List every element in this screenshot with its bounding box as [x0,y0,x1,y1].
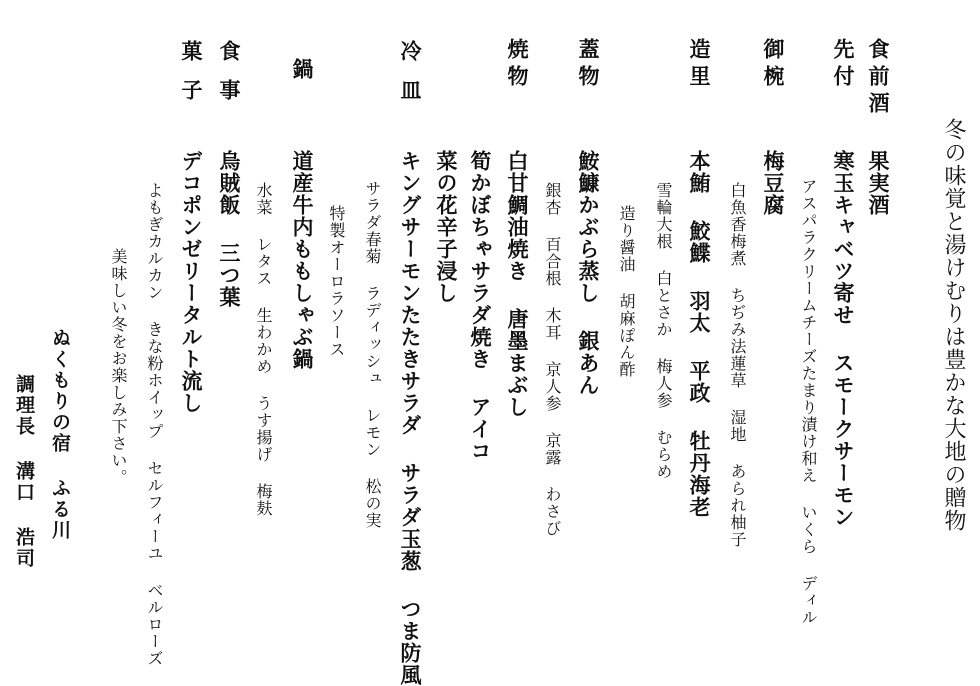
item-reizara-2: サラダ春菊 ラディッシュ レモン 松の実 [363,180,382,529]
category-nabe: 鍋 [290,58,315,79]
chef-name: 調理長 溝口 浩司 [13,374,35,569]
item-owan-1: 梅豆腐 [761,150,786,216]
item-shokuji-1: 烏賊飯 三つ葉 [217,150,242,308]
item-kashi-2: よもぎカルカン きな粉ホイップ セルフィーユ ベルローズ [145,182,164,667]
category-futamono: 蓋物 [576,38,601,92]
category-shokuji: 食事 [217,40,242,118]
menu-title: 冬の味覚と湯けむりは豊かな大地の贈物 [941,118,966,532]
item-sakizuke-2: アスパラクリームチーズたまり漬け和え いくら ディル [799,178,818,626]
closing-message: 美味しい冬をお楽しみ下さい。 [109,248,128,486]
item-tsukuri-3: 造り醤油 胡麻ぽん酢 [617,205,636,378]
item-yakimono-1: 白甘鯛油焼き 唐墨まぶし [505,150,530,418]
item-reizara-1: キングサーモンたたきサラダ サラダ玉葱 つま防風 [398,150,423,686]
item-sakizuke-1: 寒玉キャベツ寄せ スモークサーモン [831,150,856,528]
item-yakimono-3: 菜の花辛子浸し [434,150,459,304]
category-shokuzenshu: 食前酒 [866,38,891,119]
item-tsukuri-2: 雪輪大根 白とさか 梅人参 むらめ [654,182,673,480]
item-owan-2: 白魚香梅煮 ちぢみ法蓮草 湿地 あられ柚子 [728,182,747,548]
item-reizara-3: 特製オーロラソース [327,205,346,358]
item-nabe-2: 水菜 レタス 生わかめ うす揚げ 梅麸 [254,182,273,517]
item-shokuzenshu-1: 果実酒 [866,150,891,216]
inn-name: ぬくもりの宿 ふる川 [49,328,71,541]
category-tsukuri: 造里 [687,38,712,92]
category-yakimono: 焼物 [505,38,530,92]
item-futamono-2: 銀杏 百合根 木耳 京人参 京露 わさび [543,182,562,537]
item-nabe-1: 道産牛内ももしゃぶ鍋 [290,150,315,370]
category-kashi: 菓子 [179,40,204,118]
item-futamono-1: 鮟鱇かぶら蒸し 銀あん [576,150,601,396]
category-owan: 御椀 [761,38,786,92]
category-reizara: 冷皿 [398,40,423,118]
category-sakizuke: 先付 [831,38,856,92]
item-yakimono-2: 筍かぼちゃサラダ焼き アイコ [468,150,493,462]
item-kashi-1: デコポンゼリータルト流し [179,150,204,414]
item-tsukuri-1: 本鮪 鮫鰈 羽太 平政 牡丹海老 [687,150,712,518]
